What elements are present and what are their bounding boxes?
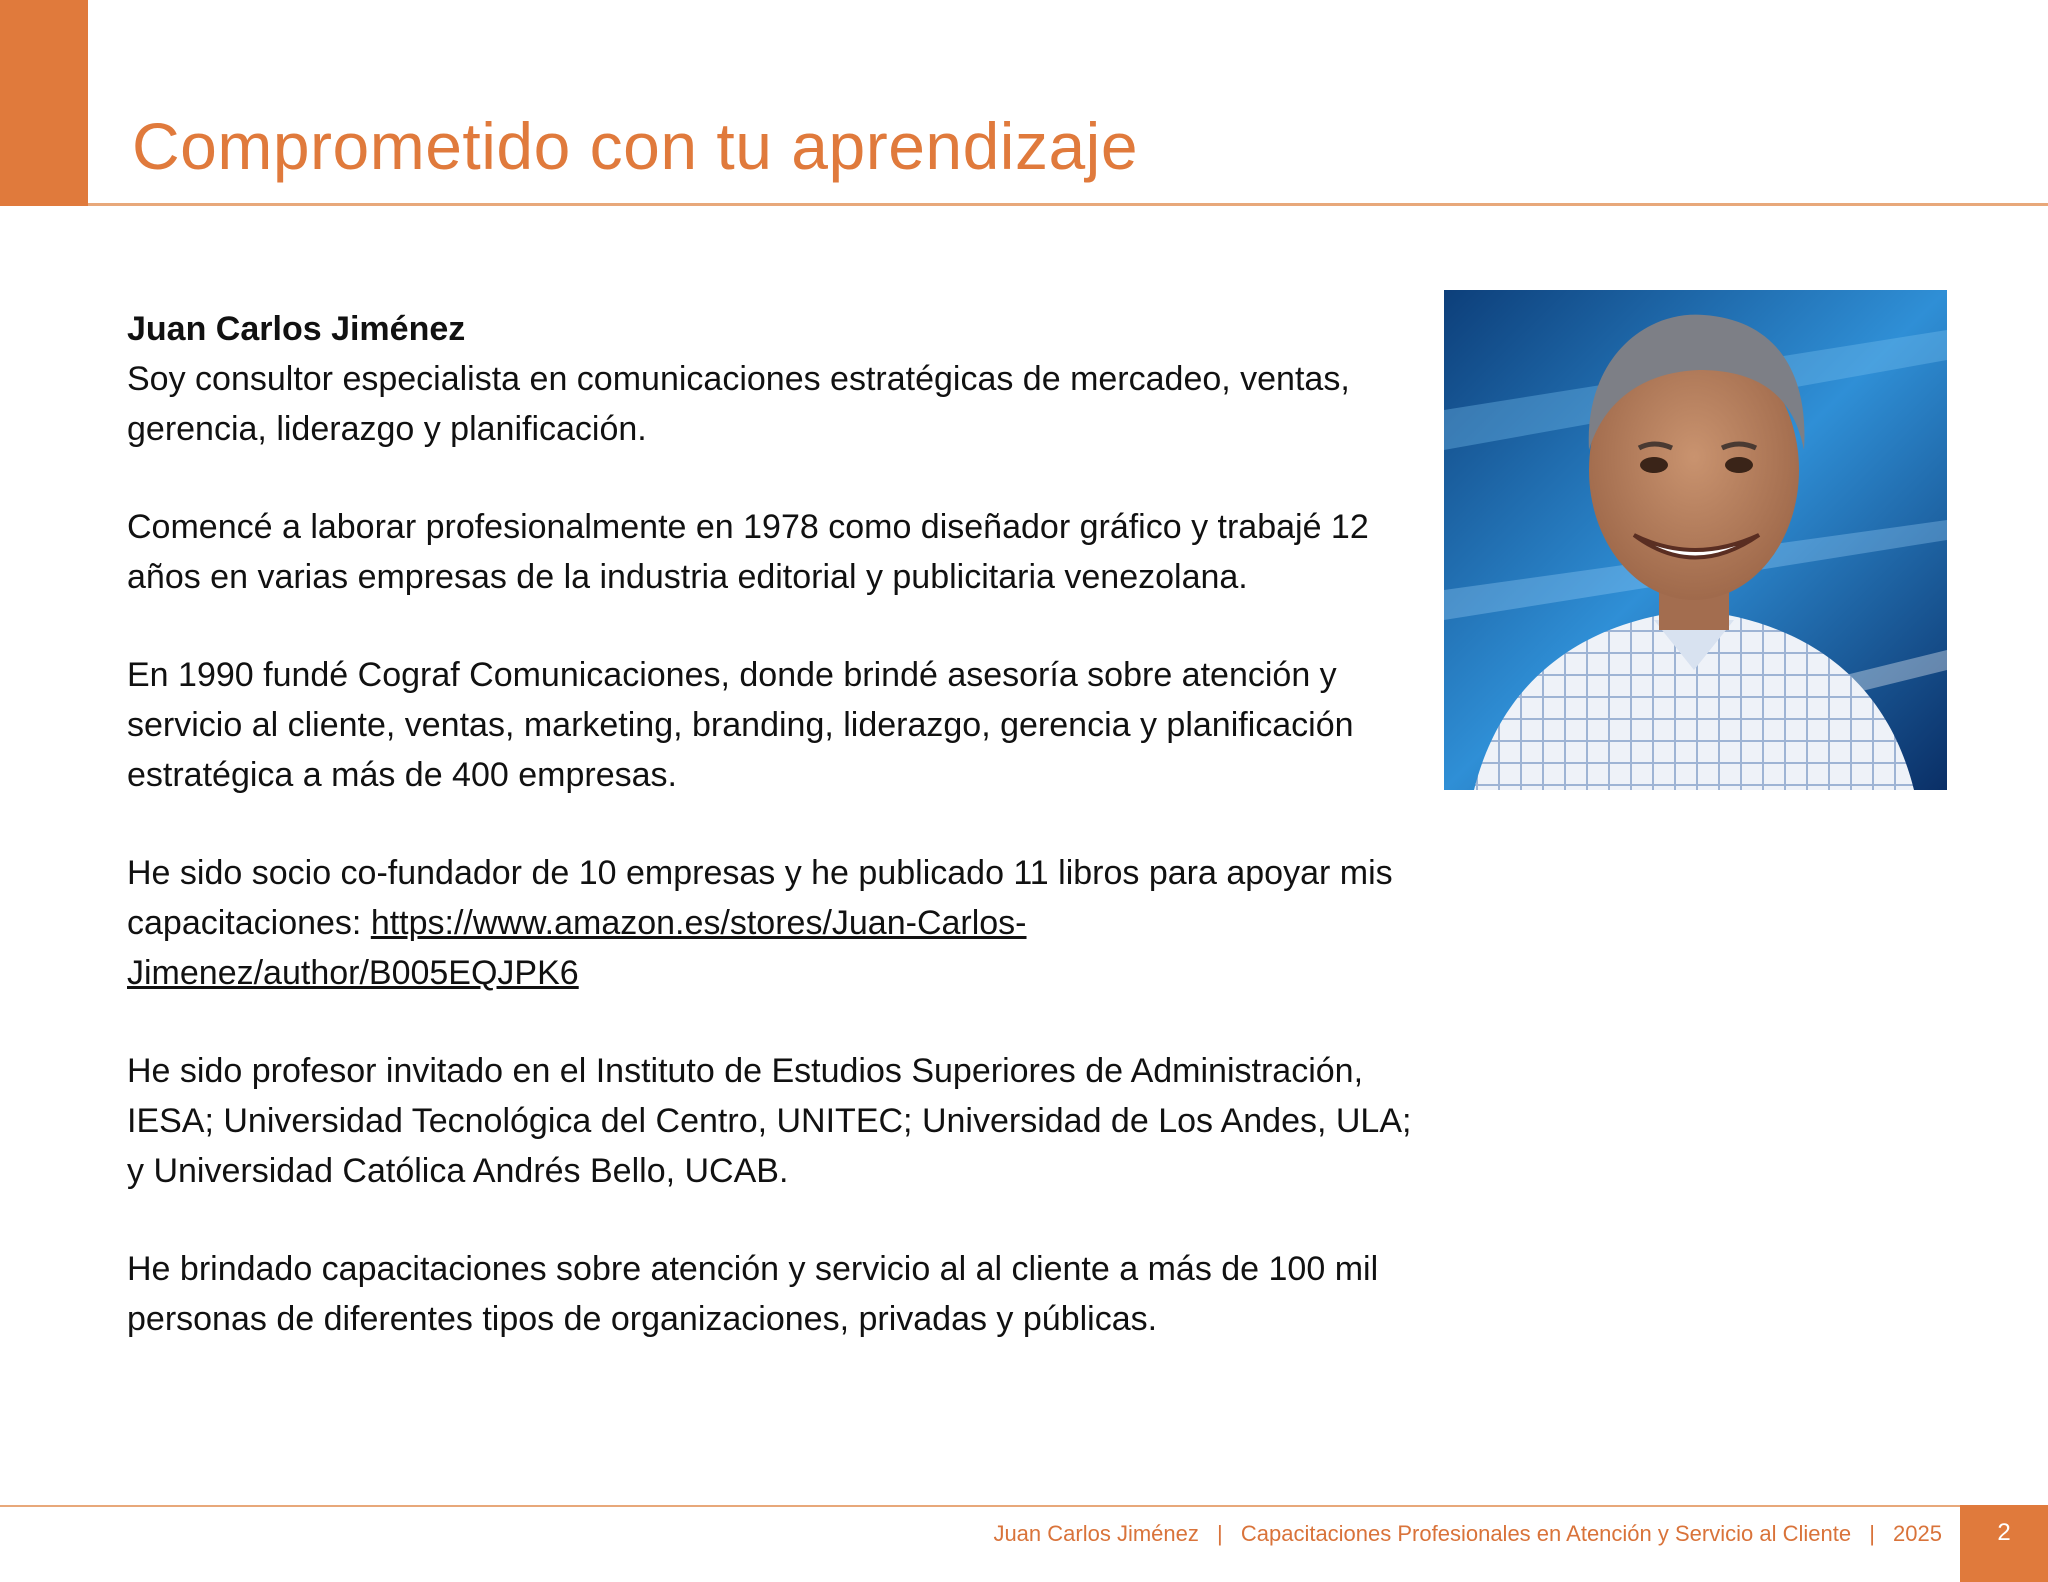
- header-accent-block: [0, 0, 88, 206]
- bio-paragraph-cograf: En 1990 fundé Cograf Comunicaciones, donde brindé asesoría sobre atención y servicio al cliente, ventas, marketing, branding, liderazgo, gerencia y planificación estratégica a más de 400 empresas.: [127, 656, 1354, 794]
- bio-intro-text: Soy consultor especialista en comunicaciones estratégicas de mercadeo, ventas, gerencia, liderazgo y planificación.: [127, 360, 1350, 448]
- footer-author: Juan Carlos Jiménez: [993, 1521, 1199, 1546]
- author-name: Juan Carlos Jiménez: [127, 310, 466, 348]
- author-photo: [1444, 290, 1947, 790]
- bio-paragraph-teaching: He sido profesor invitado en el Instituto de Estudios Superiores de Administración, IESA; Universidad Tecnológica del Centro, UNITEC; Universidad de Los Andes, ULA; y Universidad Católica Andrés Bello, UCAB.: [127, 1052, 1412, 1190]
- footer-divider: [0, 1505, 2048, 1507]
- page-title: Comprometido con tu aprendizaje: [132, 109, 1139, 183]
- footer-separator: |: [1217, 1521, 1223, 1546]
- bio-section: [127, 304, 1427, 1392]
- page-number: 2: [1960, 1505, 2048, 1582]
- title-divider: [88, 203, 2048, 206]
- bio-paragraph-books: [127, 848, 1427, 998]
- amazon-author-link[interactable]: https://www.amazon.es/stores/Juan-Carlos-Jimenez/author/B005EQJPK6: [127, 904, 1027, 992]
- bio-paragraph-trainings: He brindado capacitaciones sobre atención y servicio al al cliente a más de 100 mil personas de diferentes tipos de organizaciones, privadas y públicas.: [127, 1250, 1379, 1338]
- bio-intro-paragraph: [127, 304, 1427, 454]
- footer-year: 2025: [1893, 1521, 1942, 1546]
- books-text: He sido socio co-fundador de 10 empresas y he publicado 11 libros para apoyar mis capacitaciones:: [127, 854, 1393, 942]
- footer-caption: [993, 1521, 1942, 1547]
- footer-course: Capacitaciones Profesionales en Atención y Servicio al Cliente: [1240, 1521, 1852, 1546]
- footer-separator: |: [1869, 1521, 1875, 1546]
- bio-paragraph-career-start: Comencé a laborar profesionalmente en 1978 como diseñador gráfico y trabajé 12 años en varias empresas de la industria editorial y publicitaria venezolana.: [127, 508, 1369, 596]
